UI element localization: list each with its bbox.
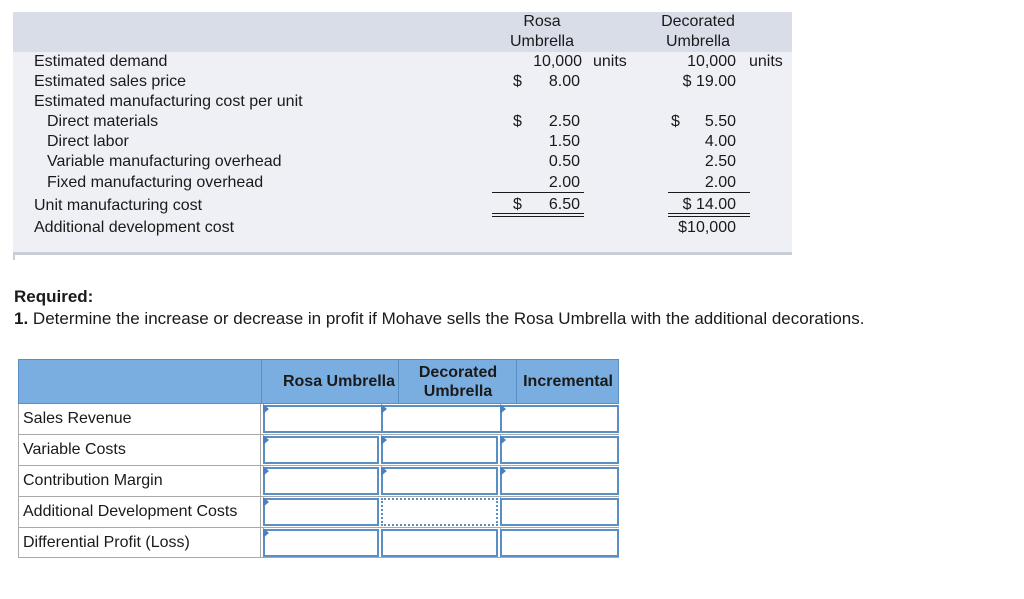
label-estimated-sales-price: Estimated sales price [34,73,187,90]
additional-dev-rosa-input[interactable] [263,498,379,526]
row-label-additional-development-costs: Additional Development Costs [18,497,261,527]
dec-units-label: units [749,53,783,70]
input-marker-icon [381,435,387,445]
dec-price-value: $ 19.00 [682,73,736,90]
table-row [18,528,619,558]
sales-revenue-incremental-input[interactable] [500,405,619,433]
dec-dm-value: 5.50 [704,113,736,130]
header-separator [398,359,399,404]
required-heading: Required: [14,287,94,306]
contribution-margin-incremental-input[interactable] [500,467,619,495]
header-incremental: Incremental [523,373,613,390]
rosa-unit-cost-dollar: $ [513,196,522,213]
additional-dev-decorated-input[interactable] [381,498,498,526]
header-separator [261,359,262,404]
rosa-price-dollar: $ [513,73,522,90]
rosa-dl-value: 1.50 [548,133,580,150]
input-marker-icon [263,435,269,445]
dec-foh-value: 2.00 [704,174,736,191]
variable-costs-rosa-input[interactable] [263,436,379,464]
label-direct-labor: Direct labor [47,133,129,150]
label-unit-cost: Unit manufacturing cost [34,197,203,214]
input-marker-icon [263,466,269,476]
label-variable-overhead: Variable manufacturing overhead [47,153,282,170]
input-marker-icon [381,404,387,414]
dec-dl-value: 4.00 [704,133,736,150]
row-label-variable-costs: Variable Costs [18,435,261,465]
header-decorated-umbrella: Decorated Umbrella [418,363,498,400]
dec-dm-dollar: $ [671,113,680,130]
question-number: 1. [14,309,29,328]
dec-voh-value: 2.50 [704,153,736,170]
rosa-demand-value: 10,000 [533,53,582,70]
dec-additional-dev-value: $10,000 [678,219,736,236]
rosa-units-label: units [593,53,627,70]
info-table-left-tick [13,252,15,260]
label-estimated-demand: Estimated demand [34,53,168,70]
input-marker-icon [500,466,506,476]
question-text: Determine the increase or decrease in profit if Mohave sells the Rosa Umbrella with the additional decorations. [32,309,865,328]
differential-profit-rosa-input[interactable] [263,529,379,557]
additional-dev-incremental-input[interactable] [500,498,619,526]
dec-total-double-underline [668,213,750,217]
label-additional-dev: Additional development cost [34,219,235,236]
dec-demand-value: 10,000 [687,53,736,70]
rosa-unit-cost-value: 6.50 [548,196,580,213]
info-table-bottom-border [13,252,792,255]
differential-profit-decorated-input[interactable] [381,529,498,557]
differential-profit-incremental-input[interactable] [500,529,619,557]
rosa-total-double-underline [492,213,584,217]
input-marker-icon [381,466,387,476]
decorated-column-header-line2: Umbrella [665,33,730,50]
header-rosa-umbrella: Rosa Umbrella [282,373,396,390]
contribution-margin-decorated-input[interactable] [381,467,498,495]
variable-costs-decorated-input[interactable] [381,436,498,464]
dec-unit-cost-value: $ 14.00 [682,196,736,213]
dec-subtotal-underline [668,192,750,193]
input-marker-icon [500,435,506,445]
row-label-sales-revenue: Sales Revenue [18,404,261,434]
input-marker-icon [500,404,506,414]
sales-revenue-rosa-input[interactable] [263,405,396,433]
row-label-differential-profit: Differential Profit (Loss) [18,528,261,558]
table-row [18,497,619,528]
label-mfg-cost-header: Estimated manufacturing cost per unit [34,93,303,110]
variable-costs-incremental-input[interactable] [500,436,619,464]
rosa-dm-value: 2.50 [548,113,580,130]
row-label-contribution-margin: Contribution Margin [18,466,261,496]
table-row [18,435,619,466]
input-marker-icon [263,497,269,507]
answer-table [18,359,619,558]
label-direct-materials: Direct materials [47,113,159,130]
header-separator [516,359,517,404]
decorated-column-header-line1: Decorated [661,13,735,30]
rosa-column-header-line2: Umbrella [509,33,574,50]
table-row [18,404,619,435]
sales-revenue-decorated-input[interactable] [381,405,516,433]
rosa-dm-dollar: $ [513,113,522,130]
rosa-price-value: 8.00 [548,73,580,90]
contribution-margin-rosa-input[interactable] [263,467,379,495]
label-fixed-overhead: Fixed manufacturing overhead [47,174,264,191]
input-marker-icon [263,404,269,414]
table-row [18,466,619,497]
rosa-voh-value: 0.50 [548,153,580,170]
input-marker-icon [263,528,269,538]
rosa-column-header-line1: Rosa [523,13,561,30]
rosa-subtotal-underline [492,192,584,193]
required-question [14,309,864,329]
rosa-foh-value: 2.00 [548,174,580,191]
